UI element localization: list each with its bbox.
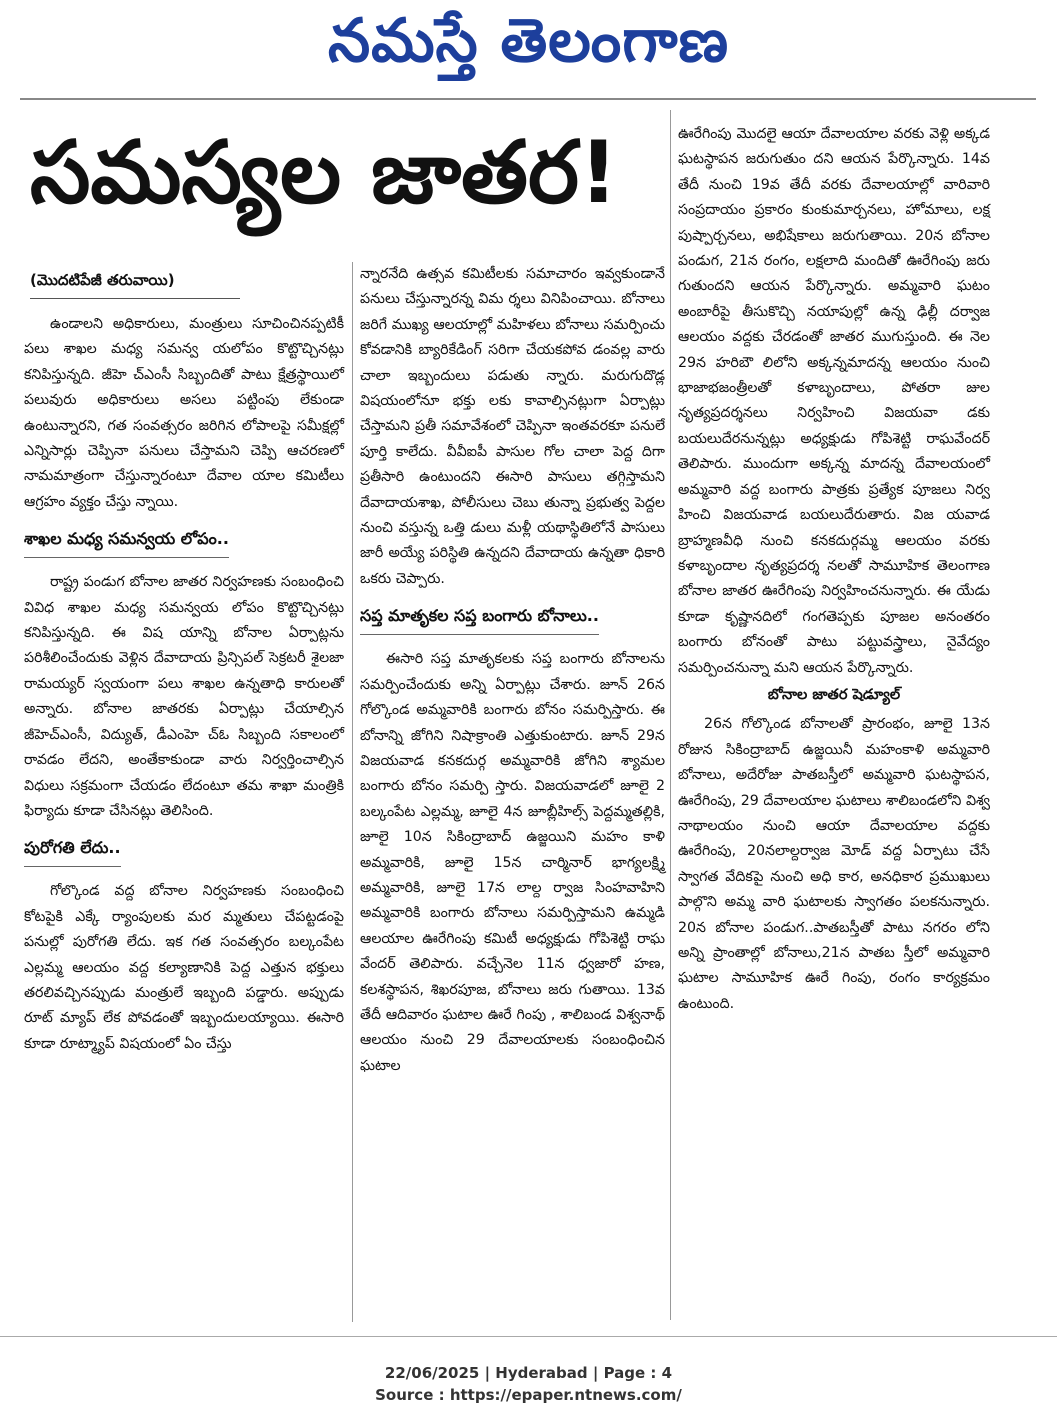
footer-date-line: 22/06/2025 | Hyderabad | Page : 4 [384, 1364, 673, 1382]
subheading: శాఖల మధ్య సమన్వయ లోపం.. [24, 525, 229, 558]
paragraph: 26న గోల్కొండ బోనాలతో ప్రారంభం, జూలై 13న రోజున సికింద్రాబాద్ ఉజ్జయినీ మహంకాళి అమ్మవారి బోనాలు, అదేరోజు పాతబస్తీలో అమ్మవారి ఘటస్థాపన, ఊరేగింపు, 29 దేవాలయాల ఘటాలు శాలిబండలోని విశ్వ నాథాలయం నుంచి ఆయా దేవాలయాల వద్దకు ఊరేగింపు, 20నలాల్దర్వాజ మోడ్ వద్ద ఏర్పాటు చేసే స్వాగత వేదికపై నుంచి అధి కార, అనధికార ప్రముఖులు పాల్గొని అమ్మ వారి ఘటాలకు స్వాగతం పలకనున్నారు. 20న బోనాల పండుగ..పాతబస్తీతో పాటు నగరం లోని అన్ని ప్రాంతాల్లో బోనాలు,21న పాతబ స్తీలో అమ్మవారి ఘటాల సామూహిక ఊరే గింపు, రంగం కార్యక్రమం ఉంటుంది. [678, 716, 990, 1012]
schedule-subheading: బోనాల జాతర షెడ్యూల్ [767, 686, 901, 703]
paragraph: ఈసారి సప్త మాతృకలకు సప్త బంగారు బోనాలను సమర్పించేందుకు అన్ని ఏర్పాట్లు చేశారు. జూన్ 26న గోల్కొండ అమ్మవారికి బంగారు బోనం సమర్పిస్తారు. ఈ బోనాన్ని జోగిని నిషాక్రాంతి ఎత్తుకుంటారు. జూన్ 29న విజయవాడ కనకదుర్గ అమ్మవారికి జోగిని శ్యామల బంగారు బోనం సమర్పి స్తారు. విజయవాడలో జూలై 2 బల్కంపేట ఎల్లమ్మ, జూలై 4న జూబ్లీహిల్స్ పెద్దమ్మతల్లికి, జూలై 10న సికింద్రాబాద్ ఉజ్జయిని మహం కాళి అమ్మవారికి, జూలై 15న చార్మినార్ భాగ్యలక్ష్మి అమ్మవారికి, జూలై 17న లాల్ద ర్వాజ సింహవాహిని అమ్మవారికి బంగారు బోనాలు సమర్పిస్తామని ఉమ్మడి ఆలయాల ఊరేగింపు కమిటీ అధ్యక్షుడు గోపిశెట్టి రాఘ వేందర్ తెలిపారు. వచ్చేనెల 11న ధ్వజారో హణ, కలశస్థాపన, శిఖరపూజ, బోనాలు జరు గుతాయి. 13వ తేదీ ఆదివారం ఘటాల ఊరే గింపు , శాలిబండ విశ్వనాథ్ ఆలయం నుంచి 29 దేవాలయాలకు సంబంధించిన ఘటాల [360, 651, 665, 1074]
article-headline: సమస్యల జాతర! [30, 123, 619, 223]
paragraph: రాష్ట్ర పండుగ బోనాల జాతర నిర్వహణకు సంబంధించి వివిధ శాఖల మధ్య సమన్వయ లోపం కొట్టొచ్చినట్లు కనిపిస్తున్నది. ఈ విష యాన్ని బోనాల ఏర్పాట్లను పరిశీలించేందుకు వెళ్లిన దేవాదాయ ప్రిన్సిపల్ సెక్రటరీ శైలజా రామయ్యర్ స్వయంగా పలు శాఖల ఉన్నతాధి కారులతో అన్నారు. బోనాల జాతరకు ఏర్పాట్లు చేయాల్సిన జీహెచ్ఎంసీ, విద్యుత్, డీఎంహె చ్ఓ సిబ్బంది సకాలంలో రావడం లేదని, అంతేకాకుండా వారు నిర్వర్తించాల్సిన విధులు సక్రమంగా చేయడం లేదంటూ తమ శాఖా మంత్రికి ఫిర్యాదు కూడా చేసినట్లు తెలిసింది. [24, 574, 344, 819]
paragraph: ఉండాలని అధికారులు, మంత్రులు సూచించినప్పటికీ పలు శాఖల మధ్య సమన్వ యలోపం కొట్టొచ్చినట్లు కనిపిస్తున్నది. జీహె చ్ఎంసీ సిబ్బందితో పాటు క్షేత్రస్థాయిలో పలువురు అధికారులు అసలు పట్టింపు లేకుండా ఉంటున్నారని, గత సంవత్సరం జరిగిన లోపాలపై సమీక్షల్లో ఎన్నిసార్లు చెప్పినా పనులు చేస్తామని చెప్పి ఆచరణలో నామమాత్రంగా చేస్తున్నారంటూ దేవాల యాల కమిటీలు ఆగ్రహం వ్యక్తం చేస్తు న్నాయి. [24, 316, 344, 510]
column-divider [670, 110, 671, 1320]
footer [0, 1362, 1057, 1406]
continued-label: (మొదటిపేజీ తరువాయి) [30, 268, 240, 299]
bottom-divider [0, 1336, 1057, 1337]
newspaper-logo: నమస్తే తెలంగాణ [327, 6, 730, 76]
top-divider [20, 98, 1036, 100]
subheading: సప్త మాతృకల సప్త బంగారు బోనాలు.. [360, 602, 599, 635]
paragraph: గోల్కొండ వద్ద బోనాల నిర్వహణకు సంబంధించి కోటపైకి ఎక్కే ర్యాంపులకు మర మ్మతులు చేపట్టడంపై పనుల్లో పురోగతి లేదు. ఇక గత సంవత్సరం బల్కంపేట ఎల్లమ్మ ఆలయం వద్ద కల్యాణానికి పెద్ద ఎత్తున భక్తులు తరలివచ్చినప్పుడు మంత్రులే ఇబ్బంది పడ్డారు. అప్పుడు రూట్ మ్యాప్ లేక పోవడంతో ఇబ్బందులయ్యాయి. ఈసారి కూడా రూట్మ్యాప్ విషయంలో ఏం చేస్తు [24, 883, 344, 1052]
column-right [678, 122, 990, 1017]
paragraph: న్నారనేది ఉత్సవ కమిటీలకు సమాచారం ఇవ్వకుండానే పనులు చేస్తున్నారన్న విమ ర్శలు వినిపించాయి. బోనాలు జరిగే ముఖ్య ఆలయాల్లో మహిళలు బోనాలు సమర్పించు కోవడానికి బ్యారికేడింగ్ సరిగా చేయకపోవ డంవల్ల వారు చాలా ఇబ్బందులు పడుతు న్నారు. మరుగుదొడ్ల విషయంలోనూ భక్తు లకు కావాల్సినట్లుగా ఏర్పాట్లు చేస్తామని ప్రతీ సమావేశంలో చెప్పినా ఇంతవరకూ పనులే పూర్తి కాలేదు. వీవీఐపీ పాసుల గోల చాలా పెద్ద దిగా ప్రతీసారి ఉంటుందని ఈసారి పాసులు తగ్గిస్తామని దేవాదాయశాఖ, పోలీసులు చెబు తున్నా ప్రభుత్వ పెద్దల నుంచి వస్తున్న ఒత్తి డులు మళ్లీ యథాస్థితిలోనే పాసులు జారీ అయ్యే పరిస్థితి ఉన్నదని దేవాదాయ ఉన్నతా ధికారి ఒకరు చెప్పారు. [360, 266, 665, 587]
column-middle [360, 262, 665, 1079]
column-divider [352, 262, 353, 1322]
column-left [24, 312, 344, 1057]
subheading: పురోగతి లేదు.. [24, 834, 121, 867]
paragraph: ఊరేగింపు మొదలై ఆయా దేవాలయాల వరకు వెళ్లి అక్కడ ఘటస్థాపన జరుగుతుం దని ఆయన పేర్కొన్నారు. 14వ తేదీ నుంచి 19వ తేదీ వరకు దేవాలయాల్లో వారివారి సంప్రదాయం ప్రకారం కుంకుమార్చనలు, హోమాలు, లక్ష పుష్పార్చనలు, అభిషేకాలు జరుగుతాయి. 20న బోనాల పండుగ, 21న రంగం, లక్షలాది మందితో ఊరేగింపు జరు గుతుందని ఆయన పేర్కొన్నారు. అమ్మవారి ఘటం అంబారీపై తీసుకొచ్చి నయాపుల్లో ఉన్న ఢిల్లీ దర్వాజ ఆలయం వద్దకు చేరడంతో జాతర ముగుస్తుంది. ఈ నెల 29న హరిబౌ లిలోని అక్కన్నమాదన్న ఆలయం నుంచి భాజాభజంత్రీలతో కళాబృందాలు, పోతరా జుల నృత్యప్రదర్శనలు నిర్వహించి విజయవా డకు బయలుదేరనున్నట్లు అధ్యక్షుడు గోపిశెట్టి రాఘవేందర్ తెలిపారు. ముందుగా అక్కన్న మాదన్న దేవాలయంలో అమ్మవారి వద్ద బంగారు పాత్రకు ప్రత్యేక పూజలు నిర్వ హించి విజయవాడ బయలుదేరుతారు. విజ యవాడ బ్రాహ్మణవీధి నుంచి కనకదుర్గమ్మ ఆలయం వరకు కళాబృందాల నృత్యప్రదర్శ నలతో సామూహిక తెలంగాణ బోనాల జాతర ఊరేగింపు నిర్వహించనున్నారు. ఈ యేడు కూడా కృష్ణానదిలో గంగతెప్పకు పూజల అనంతరం బంగారు బోనంతో పాటు పట్టువస్త్రాలు, నైవేద్యం సమర్పించనున్నా మని ఆయన పేర్కొన్నారు. [678, 126, 990, 676]
masthead [0, 0, 1057, 82]
footer-source-line: Source : https://epaper.ntnews.com/ [375, 1386, 682, 1404]
